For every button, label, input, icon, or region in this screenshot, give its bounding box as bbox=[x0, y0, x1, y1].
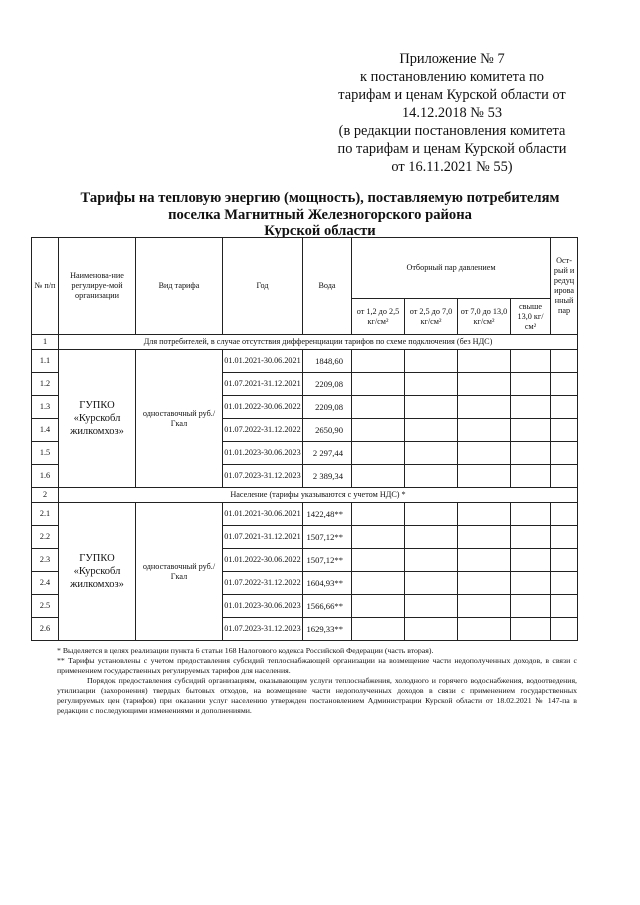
section-num: 2 bbox=[32, 488, 59, 503]
empty-cell bbox=[458, 572, 511, 595]
empty-cell bbox=[458, 595, 511, 618]
title-line-2: поселка Магнитный Железногорского района bbox=[168, 206, 472, 223]
empty-cell bbox=[352, 503, 405, 526]
empty-cell bbox=[458, 373, 511, 396]
row-num: 1.6 bbox=[32, 465, 59, 488]
empty-cell bbox=[511, 419, 551, 442]
appendix-line-4: 14.12.2018 № 53 bbox=[401, 105, 503, 121]
header-steam-col: от 2,5 до 7,0 кг/см² bbox=[405, 299, 458, 335]
section-row bbox=[32, 488, 578, 503]
appendix-line-6: по тарифам и ценам Курской области bbox=[337, 141, 567, 157]
row-water-value: 1629,33** bbox=[303, 618, 352, 641]
tariff-type: одноставочный руб./Гкал bbox=[136, 503, 223, 641]
empty-cell bbox=[352, 572, 405, 595]
footnotes bbox=[57, 646, 577, 716]
header-sharp-steam: Ост-рый и редуц ирова нный пар bbox=[551, 238, 578, 335]
empty-cell bbox=[458, 419, 511, 442]
org-name: ГУПКО «Курскобл жилкомхоз» bbox=[59, 350, 136, 488]
empty-cell bbox=[551, 465, 578, 488]
empty-cell bbox=[352, 419, 405, 442]
table-header-row bbox=[32, 238, 578, 299]
tariff-table bbox=[31, 237, 578, 641]
empty-cell bbox=[405, 595, 458, 618]
table-row bbox=[32, 350, 578, 373]
empty-cell bbox=[511, 572, 551, 595]
row-water-value: 2 297,44 bbox=[303, 442, 352, 465]
appendix-line-2: к постановлению комитета по bbox=[360, 69, 544, 85]
appendix-line-1: Приложение № 7 bbox=[399, 51, 505, 67]
empty-cell bbox=[551, 526, 578, 549]
row-num: 1.5 bbox=[32, 442, 59, 465]
row-num: 1.4 bbox=[32, 419, 59, 442]
empty-cell bbox=[352, 396, 405, 419]
empty-cell bbox=[551, 618, 578, 641]
row-num: 2.4 bbox=[32, 572, 59, 595]
empty-cell bbox=[511, 549, 551, 572]
empty-cell bbox=[458, 442, 511, 465]
row-period: 01.07.2023-31.12.2023 bbox=[223, 618, 303, 641]
title-line-1: Тарифы на тепловую энергию (мощность), поставляемую потребителям bbox=[80, 190, 560, 206]
empty-cell bbox=[458, 503, 511, 526]
empty-cell bbox=[405, 526, 458, 549]
row-num: 2.1 bbox=[32, 503, 59, 526]
empty-cell bbox=[551, 572, 578, 595]
empty-cell bbox=[405, 350, 458, 373]
table-row bbox=[32, 503, 578, 526]
empty-cell bbox=[458, 526, 511, 549]
empty-cell bbox=[551, 373, 578, 396]
row-water-value: 2650,90 bbox=[303, 419, 352, 442]
row-num: 2.5 bbox=[32, 595, 59, 618]
appendix-header bbox=[318, 50, 586, 176]
empty-cell bbox=[458, 618, 511, 641]
row-period: 01.01.2023-30.06.2023 bbox=[223, 442, 303, 465]
empty-cell bbox=[551, 350, 578, 373]
section-title: Население (тарифы указываются с учетом НДС) * bbox=[59, 488, 578, 503]
row-water-value: 1566,66** bbox=[303, 595, 352, 618]
section-title: Для потребителей, в случае отсутствия дифференциации тарифов по схеме подключения (без НДС) bbox=[59, 335, 578, 350]
empty-cell bbox=[352, 595, 405, 618]
empty-cell bbox=[511, 442, 551, 465]
title-line-3: Курской области bbox=[264, 223, 376, 239]
header-num: № п/п bbox=[32, 238, 59, 335]
footnote-1: * Выделяется в целях реализации пункта 6 статьи 168 Налогового кодекса Российской Федерации (часть вторая). bbox=[57, 646, 434, 655]
empty-cell bbox=[551, 442, 578, 465]
empty-cell bbox=[352, 526, 405, 549]
empty-cell bbox=[405, 396, 458, 419]
empty-cell bbox=[511, 465, 551, 488]
empty-cell bbox=[405, 442, 458, 465]
empty-cell bbox=[511, 350, 551, 373]
row-period: 01.01.2022-30.06.2022 bbox=[223, 549, 303, 572]
section-num: 1 bbox=[32, 335, 59, 350]
empty-cell bbox=[352, 442, 405, 465]
empty-cell bbox=[511, 526, 551, 549]
section-row bbox=[32, 335, 578, 350]
row-num: 1.3 bbox=[32, 396, 59, 419]
row-num: 1.1 bbox=[32, 350, 59, 373]
empty-cell bbox=[352, 618, 405, 641]
empty-cell bbox=[458, 549, 511, 572]
footnote-2: ** Тарифы установлены с учетом предоставления субсидий теплоснабжающей организации на возмещение части недополученных доходов, в связи с применением государственных регулируемых тарифов для населения. bbox=[57, 656, 577, 675]
empty-cell bbox=[352, 549, 405, 572]
empty-cell bbox=[405, 549, 458, 572]
empty-cell bbox=[551, 419, 578, 442]
row-num: 2.2 bbox=[32, 526, 59, 549]
empty-cell bbox=[551, 595, 578, 618]
empty-cell bbox=[511, 373, 551, 396]
empty-cell bbox=[405, 465, 458, 488]
empty-cell bbox=[405, 572, 458, 595]
org-name: ГУПКО «Курскобл жилкомхоз» bbox=[59, 503, 136, 641]
empty-cell bbox=[405, 419, 458, 442]
row-water-value: 1848,60 bbox=[303, 350, 352, 373]
appendix-line-5: (в редакции постановления комитета bbox=[338, 123, 566, 139]
header-steam-col: свыше 13,0 кг/см² bbox=[511, 299, 551, 335]
empty-cell bbox=[352, 350, 405, 373]
empty-cell bbox=[551, 503, 578, 526]
empty-cell bbox=[551, 549, 578, 572]
row-num: 1.2 bbox=[32, 373, 59, 396]
row-num: 2.6 bbox=[32, 618, 59, 641]
row-water-value: 1507,12** bbox=[303, 526, 352, 549]
row-period: 01.01.2023-30.06.2023 bbox=[223, 595, 303, 618]
header-steam-col: от 1,2 до 2,5 кг/см² bbox=[352, 299, 405, 335]
row-water-value: 2 389,34 bbox=[303, 465, 352, 488]
row-water-value: 1604,93** bbox=[303, 572, 352, 595]
row-period: 01.07.2021-31.12.2021 bbox=[223, 373, 303, 396]
empty-cell bbox=[511, 595, 551, 618]
header-water: Вода bbox=[303, 238, 352, 335]
empty-cell bbox=[458, 396, 511, 419]
row-period: 01.07.2023-31.12.2023 bbox=[223, 465, 303, 488]
row-period: 01.01.2021-30.06.2021 bbox=[223, 503, 303, 526]
row-water-value: 1422,48** bbox=[303, 503, 352, 526]
header-steam: Отборный пар давлением bbox=[352, 238, 551, 299]
row-period: 01.07.2022-31.12.2022 bbox=[223, 572, 303, 595]
empty-cell bbox=[511, 396, 551, 419]
row-num: 2.3 bbox=[32, 549, 59, 572]
empty-cell bbox=[352, 373, 405, 396]
empty-cell bbox=[458, 350, 511, 373]
empty-cell bbox=[405, 618, 458, 641]
empty-cell bbox=[511, 618, 551, 641]
document-title bbox=[60, 190, 580, 240]
header-tariff-type: Вид тарифа bbox=[136, 238, 223, 335]
appendix-line-7: от 16.11.2021 № 55) bbox=[391, 159, 513, 175]
empty-cell bbox=[511, 503, 551, 526]
footnote-3: Порядок предоставления субсидий организациям, оказывающим услуги теплоснабжения, холодного и горячего водоснабжения, водоотведения, утилизации (захоронения) твердых бытовых отходов, на возмещение части недополученных доходов в связи с применением государственных регулируемых цен (тарифов) при оказании услуг населению утвержден постановлением Администрации Курской области от 18.02.2021 № 147-па в редакции с последующими изменениями и дополнениями. bbox=[57, 676, 577, 715]
empty-cell bbox=[458, 465, 511, 488]
row-period: 01.07.2021-31.12.2021 bbox=[223, 526, 303, 549]
row-period: 01.01.2022-30.06.2022 bbox=[223, 396, 303, 419]
row-water-value: 2209,08 bbox=[303, 396, 352, 419]
header-org: Наименова-ние регулируе-мой организации bbox=[59, 238, 136, 335]
appendix-line-3: тарифам и ценам Курской области от bbox=[338, 87, 566, 103]
empty-cell bbox=[551, 396, 578, 419]
row-period: 01.01.2021-30.06.2021 bbox=[223, 350, 303, 373]
tariff-type: одноставочный руб./Гкал bbox=[136, 350, 223, 488]
row-water-value: 1507,12** bbox=[303, 549, 352, 572]
header-year: Год bbox=[223, 238, 303, 335]
empty-cell bbox=[405, 373, 458, 396]
header-steam-col: от 7,0 до 13,0 кг/см² bbox=[458, 299, 511, 335]
row-period: 01.07.2022-31.12.2022 bbox=[223, 419, 303, 442]
empty-cell bbox=[405, 503, 458, 526]
row-water-value: 2209,08 bbox=[303, 373, 352, 396]
empty-cell bbox=[352, 465, 405, 488]
